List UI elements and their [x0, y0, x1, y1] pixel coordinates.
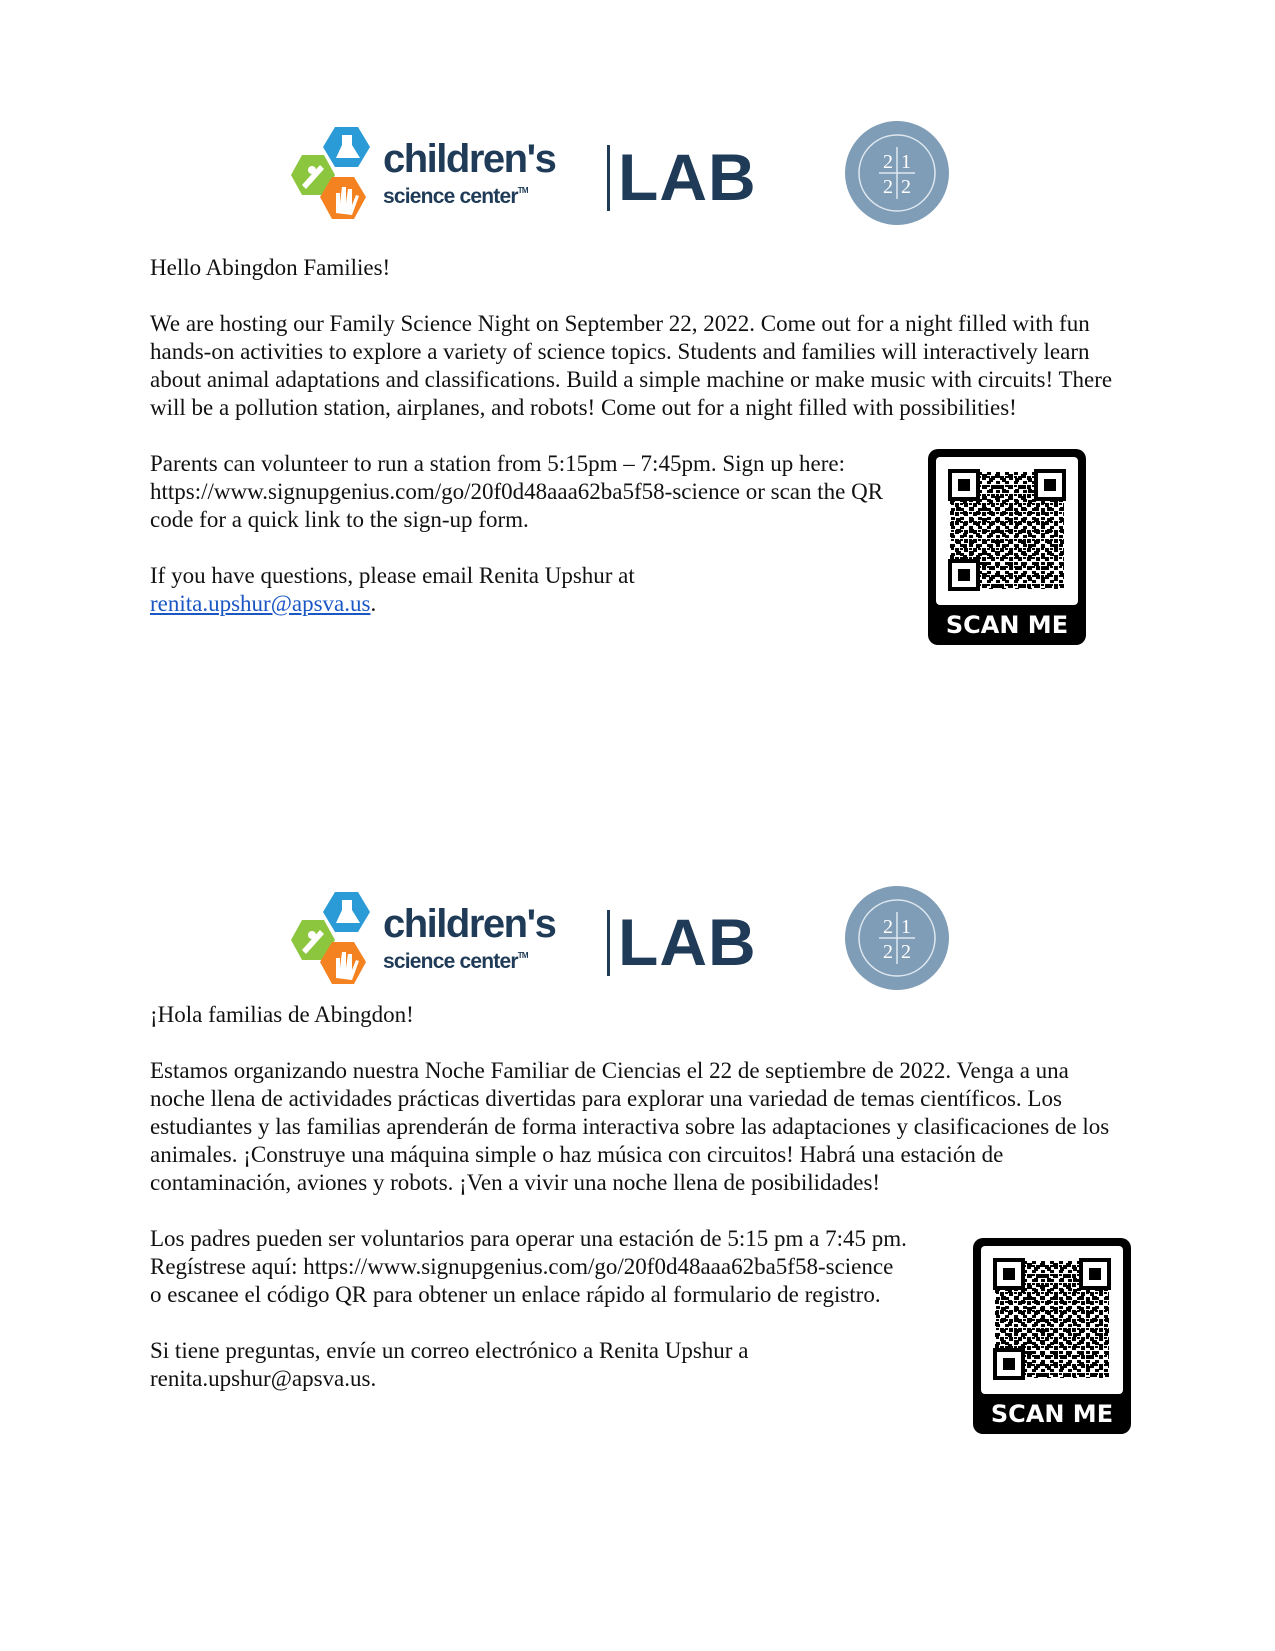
questions-paragraph: If you have questions, please email Renita Upshur at renita.upshur@apsva.us.: [150, 563, 635, 616]
questions-paragraph: Si tiene preguntas, envíe un correo electrónico a Renita Upshur a renita.upshur@apsva.us.: [150, 1338, 749, 1391]
brand-name: children's: [383, 902, 556, 946]
seal-number: 2: [901, 176, 911, 198]
award-seal-icon: [843, 884, 951, 992]
seal-number: 2: [901, 941, 911, 963]
email-link[interactable]: renita.upshur@apsva.us: [150, 591, 371, 616]
seal-number: 2: [883, 151, 893, 173]
volunteer-paragraph: Los padres pueden ser voluntarios para operar una estación de 5:15 pm a 7:45 pm. Regístrese aquí: https://www.signupgenius.com/go/20f0d48aaa62ba5f58-science o escanee el código QR para obtener un enlace rápido al formulario de registro.: [150, 1226, 907, 1307]
award-seal-icon: [843, 119, 951, 227]
seal-number: 2: [883, 941, 893, 963]
intro-paragraph: We are hosting our Family Science Night on September 22, 2022. Come out for a night filled with fun hands-on activities to explore a variety of science topics. Students and families will interactively learn about animal adaptations and classifications. Build a simple machine or make music with circuits! There will be a pollution station, airplanes, and robots! Come out for a night filled with possibilities!: [150, 311, 1113, 420]
greeting: ¡Hola familias de Abingdon!: [150, 1002, 414, 1027]
logo-row: [280, 125, 980, 245]
logo-row: [280, 890, 980, 1010]
qr-code-icon[interactable]: [973, 1238, 1131, 1434]
logo-divider: [607, 145, 610, 211]
brand-subname: science center™: [383, 950, 528, 973]
volunteer-paragraph: Parents can volunteer to run a station from 5:15pm – 7:45pm. Sign up here: https://www.signupgenius.com/go/20f0d48aaa62ba5f58-science or scan the QR code for a quick link to the sign-up form.: [150, 451, 884, 532]
seal-number: 2: [883, 176, 893, 198]
seal-number: 1: [901, 151, 911, 173]
brand-subname: science center™: [383, 185, 528, 208]
brand-wordmark: [383, 139, 555, 209]
childrens-science-center-icon: [280, 125, 375, 225]
scan-me-label: SCAN ME: [990, 1400, 1114, 1428]
brand-name: children's: [383, 137, 556, 181]
questions-text: If you have questions, please email Renita Upshur at: [150, 563, 635, 588]
lab-wordmark: LAB: [618, 140, 757, 214]
logo-divider: [607, 910, 610, 976]
brand-wordmark: [383, 904, 555, 974]
scan-me-label: SCAN ME: [945, 611, 1069, 639]
qr-code-icon[interactable]: [928, 449, 1086, 645]
seal-number: 1: [901, 916, 911, 938]
intro-paragraph: Estamos organizando nuestra Noche Familiar de Ciencias el 22 de septiembre de 2022. Venga a una noche llena de actividades prácticas divertidas para explorar una variedad de temas científicos. Los estudiantes y las familias aprenderán de forma interactiva sobre las adaptaciones y clasificaciones de los animales. ¡Construye una máquina simple o haz música con circuitos! Habrá una estación de contaminación, aviones y robots. ¡Ven a vivir una noche llena de posibilidades!: [150, 1058, 1110, 1195]
childrens-science-center-icon: [280, 890, 375, 990]
lab-wordmark: LAB: [618, 905, 757, 979]
seal-number: 2: [883, 916, 893, 938]
greeting: Hello Abingdon Families!: [150, 255, 391, 280]
